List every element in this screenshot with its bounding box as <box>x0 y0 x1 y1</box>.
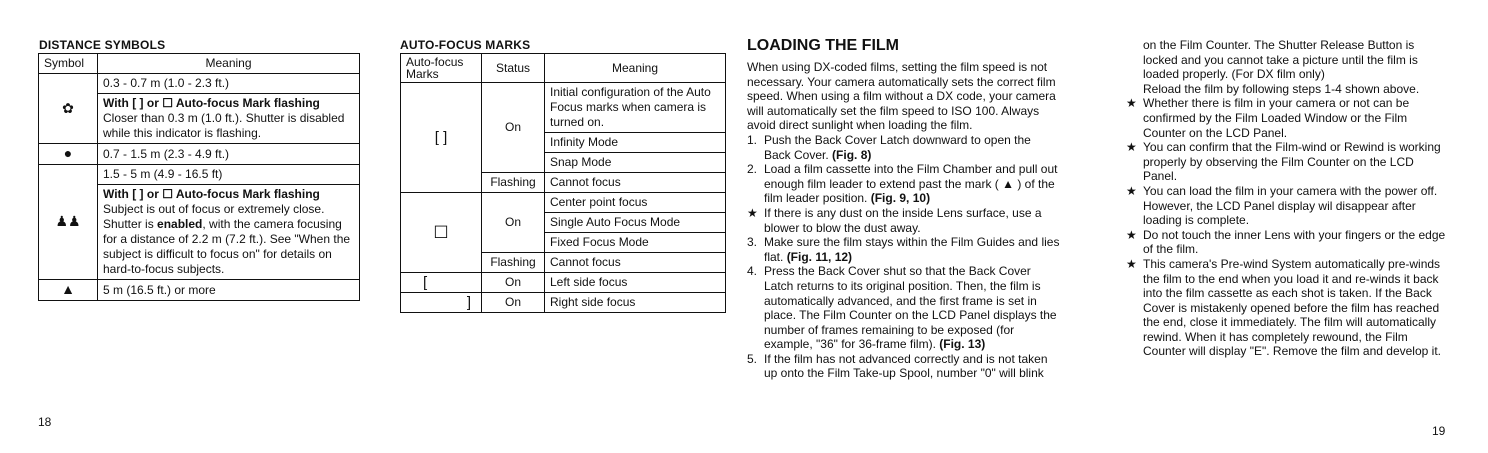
square-mark: ☐ <box>401 193 482 273</box>
left-bracket-mark: [ <box>401 273 482 293</box>
af-marks-table <box>400 53 726 313</box>
meaning-cell: 5 m (16.5 ft.) or more <box>98 280 360 301</box>
meaning-cell: Infinity Mode <box>545 133 726 153</box>
meaning-cell: Right side focus <box>545 293 726 313</box>
right-bracket-mark: ] <box>401 293 482 313</box>
loading-column-1 <box>747 60 1060 381</box>
meaning-cell: Snap Mode <box>545 153 726 173</box>
group-icon: ♟♟ <box>39 165 98 280</box>
table-row <box>39 280 360 301</box>
list-item: 3. Make sure the film stays within the Film Guides and lies flat. (Fig. 11, 12) <box>747 235 1060 264</box>
table-row <box>39 165 360 185</box>
list-item: ★ If there is any dust on the inside Lens surface, use a blower to blow the dust away. <box>747 205 1042 235</box>
meaning-cell: Left side focus <box>545 273 726 293</box>
meaning-text: Subject is out of focus or extremely close. Shutter is enabled, with the camera focusing for a distance of 2.2 m (7.2 ft.). See "When the subject is difficult to focus on" for details on hard-to-focus subjects. <box>103 202 351 276</box>
page-number-right: 19 <box>1432 424 1446 438</box>
flashing-note: With [ ] or ☐ Auto-focus Mark flashing <box>103 187 320 201</box>
list-item: 4. Press the Back Cover shut so that the Back Cover Latch returns to its original position. Then, the film is automatically advanced, and the first frame is set in place. The Film Counter on the LCD Panel displays the number of frames remaining to be exposed (for example, "36" for 36-frame film). (Fig. 13) <box>747 264 1057 352</box>
table-row <box>401 83 726 133</box>
meaning-cell <box>98 185 360 280</box>
symbol-header: Symbol <box>39 54 98 74</box>
list-item: 2. Load a film cassette into the Film Chamber and pull out enough film leader to extend past the mark ( ▲ ) of the film leader position. (Fig. 9, 10) <box>747 162 1058 206</box>
status-cell: Flashing <box>482 173 545 193</box>
af-marks-title: AUTO-FOCUS MARKS <box>400 38 531 52</box>
status-cell: On <box>482 273 545 293</box>
list-item: ★ You can confirm that the Film-wind or Rewind is working properly by observing the Film Counter on the LCD Panel. <box>1126 140 1441 184</box>
status-cell: Flashing <box>482 253 545 273</box>
continued-paragraph: on the Film Counter. The Shutter Release Button is locked and you cannot take a picture until the film is loaded properly. (For DX film only) <box>1143 38 1418 82</box>
meaning-header: Meaning <box>98 54 360 74</box>
meaning-cell: Cannot focus <box>545 173 726 193</box>
meaning-cell: 0.7 - 1.5 m (2.3 - 4.9 ft.) <box>98 144 360 165</box>
meaning-cell: 1.5 - 5 m (4.9 - 16.5 ft) <box>98 165 360 185</box>
mountain-icon: ▲ <box>39 280 98 301</box>
table-header-row <box>401 54 726 83</box>
table-row <box>401 273 726 293</box>
flashing-note: With [ ] or ☐ Auto-focus Mark flashing <box>103 96 320 110</box>
status-cell: On <box>482 83 545 173</box>
table-row <box>39 144 360 165</box>
loading-film-title: LOADING THE FILM <box>747 37 899 54</box>
loading-column-2 <box>1126 38 1451 359</box>
list-item: ★ You can load the film in your camera with the power off. However, the LCD Panel display wil disappear after loading is complete. <box>1126 183 1438 228</box>
meaning-cell: Center point focus <box>545 193 726 213</box>
status-cell: On <box>482 293 545 313</box>
meaning-cell: Initial configuration of the Auto Focus marks when camera is turned on. <box>545 83 726 133</box>
status-header: Status <box>482 54 545 83</box>
intro-paragraph: When using DX-coded films, setting the film speed is not necessary. Your camera automatically sets the correct film speed. When using a film without a DX code, your camera will automatically set the film speed to ISO 100. Always avoid direct sunlight when loading the film. <box>747 60 1056 133</box>
list-item: 5. If the film has not advanced correctly and is not taken up onto the Film Take-up Spool, number "0" will blink <box>747 351 1048 381</box>
table-row <box>401 293 726 313</box>
distance-symbols-table <box>38 53 360 301</box>
meaning-cell <box>98 94 360 144</box>
meaning-cell: Cannot focus <box>545 253 726 273</box>
bracket-mark: [ ] <box>401 83 482 193</box>
table-header-row <box>39 54 360 74</box>
marks-header: Auto-focus Marks <box>401 54 482 83</box>
list-item: ★ Whether there is film in your camera or not can be confirmed by the Film Loaded Window or the Film Counter on the LCD Panel. <box>1126 96 1410 140</box>
flower-icon: ✿ <box>39 74 98 144</box>
person-icon: ● <box>39 144 98 165</box>
meaning-cell: 0.3 - 0.7 m (1.0 - 2.3 ft.) <box>98 74 360 94</box>
meaning-text: Closer than 0.3 m (1.0 ft.). Shutter is disabled while this indicator is flashing. <box>103 111 345 140</box>
table-row <box>39 74 360 94</box>
reload-paragraph: Reload the film by following steps 1-4 shown above. <box>1143 81 1420 96</box>
list-item: ★ Do not touch the inner Lens with your fingers or the edge of the film. <box>1126 227 1446 257</box>
meaning-cell: Single Auto Focus Mode <box>545 213 726 233</box>
meaning-header: Meaning <box>545 54 726 83</box>
distance-symbols-title: DISTANCE SYMBOLS <box>39 38 166 52</box>
page-number-left: 18 <box>38 415 52 429</box>
status-cell: On <box>482 193 545 253</box>
meaning-cell: Fixed Focus Mode <box>545 233 726 253</box>
list-item: ★ This camera's Pre-wind System automatically pre-winds the film to the end when you load it and re-winds it back into the film cassette as each shot is taken. If the Back Cover is mistakenly opened before the film has reached the end, close it immediately. The film will automatically rewind. When it has completely rewound, the Film Counter will display "E". Remove the film and develop it. <box>1126 256 1441 359</box>
table-row <box>401 193 726 213</box>
list-item: 1. Push the Back Cover Latch downward to open the Back Cover. (Fig. 8) <box>747 132 1031 162</box>
